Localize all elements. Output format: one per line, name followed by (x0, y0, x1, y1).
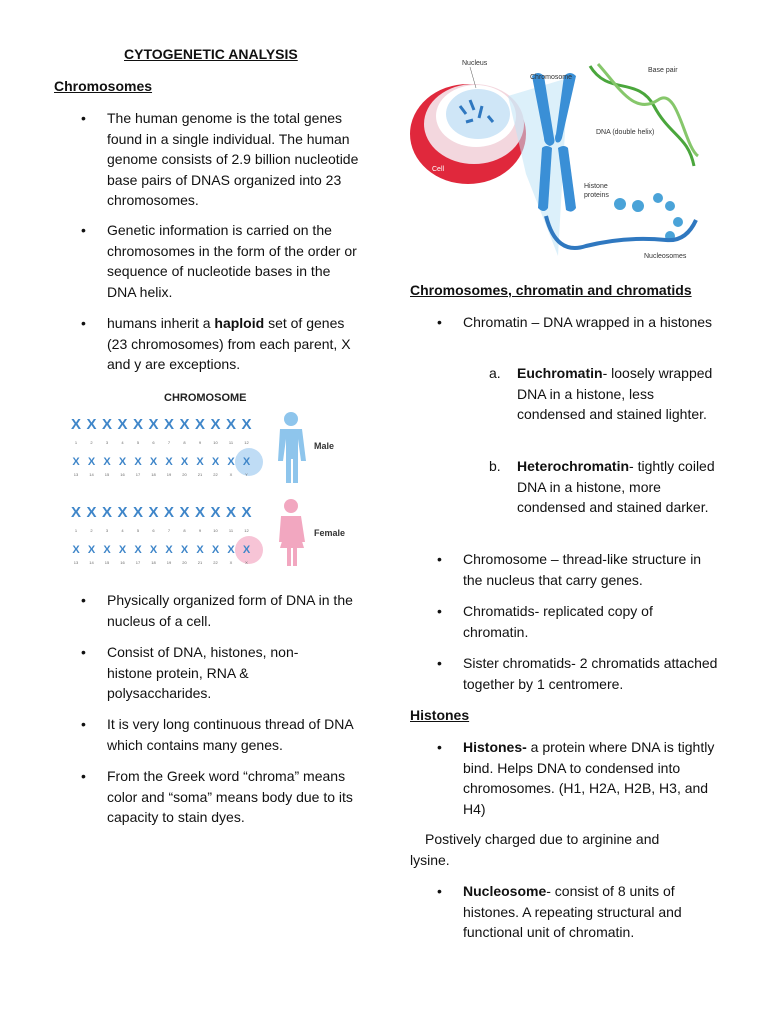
bullet-dot: • (437, 883, 442, 899)
chromosome-number: 19 (166, 472, 172, 477)
chromosome-number: 17 (135, 560, 141, 565)
bullet-text: Consist of DNA, histones, non-histone protein, RNA & polysaccharides. (107, 644, 299, 701)
list-euchromatin (489, 363, 717, 425)
list-number: b. (489, 458, 501, 474)
chromosome-mark: X (72, 544, 80, 556)
chromosome-mark: X (86, 504, 97, 521)
chromosome-number: 14 (89, 472, 94, 477)
chromosome-mark: X (132, 416, 144, 433)
chromosome-mark: X (87, 544, 96, 556)
chromosome-number: 7 (167, 440, 171, 445)
chromosome-number: 19 (166, 560, 172, 565)
heterochromatin-bold: Heterochromatin (517, 458, 630, 474)
karyotype-figure (66, 386, 356, 576)
positive-charge-text: Postively charged due to arginine and lysine. (410, 831, 660, 868)
chromosome-mark: X (196, 456, 204, 468)
chromosome-mark: X (163, 504, 175, 521)
chromosome-mark: X (134, 456, 142, 468)
heading-chromosomes: Chromosomes (54, 78, 153, 94)
chromosome-number: 17 (135, 472, 141, 477)
bullet-greek-word (81, 766, 362, 828)
chromosome-mark: X (180, 544, 189, 556)
chromosome-number: 16 (120, 472, 125, 477)
chromosome-mark: X (134, 544, 142, 556)
bullet-dot: • (437, 551, 442, 567)
chromosome-number: 11 (228, 528, 234, 533)
chromosome-mark: X (118, 456, 127, 468)
chromosome-mark: X (194, 416, 206, 433)
chromosome-number: 8 (183, 528, 186, 533)
chromosome-number: 10 (213, 528, 218, 533)
chromosome-mark: X (194, 504, 206, 521)
chromosome-number: X (245, 560, 248, 565)
bullet-genome (81, 108, 362, 211)
bullet-dot: • (437, 739, 442, 755)
bullet-nucleosome (437, 881, 718, 943)
bullet-chromosome (437, 549, 718, 590)
histones-bold: Histones- (463, 739, 527, 755)
chromosome-number: 3 (105, 440, 109, 445)
chromosome-number: 9 (198, 440, 202, 445)
bullet-text: From the Greek word “chroma” means color and “soma” means body due to its capacity to stain dyes. (107, 768, 353, 825)
chromosome-mark: X (179, 416, 190, 433)
chromosome-mark: X (148, 504, 159, 521)
chromosome-mark: X (101, 504, 113, 521)
chromosome-mark: X (242, 456, 251, 468)
chromosome-number: 14 (89, 560, 94, 565)
bullet-genetic-info (81, 220, 362, 302)
bullet-text: Chromosome – thread-like structure in the nucleus that carry genes. (463, 551, 702, 588)
nucleosome-text: - consist of 8 units of histones. A repeating structural and functional unit of chromatin. (463, 883, 682, 940)
karyotype-rows (71, 416, 263, 565)
chromosome-number: 15 (104, 472, 110, 477)
bullet-text: It is very long continuous thread of DNA which contains many genes. (107, 716, 353, 753)
chromosome-mark: X (180, 456, 189, 468)
chromosome-number: 5 (136, 440, 140, 445)
nucleus-label: Nucleus (462, 60, 488, 67)
chromosome-number: X (229, 472, 233, 477)
bullet-dot: • (81, 592, 86, 608)
chromosome-mark: X (163, 416, 175, 433)
heterochromatin-text: - tightly coiled DNA in a histone, more condensed and stained darker. (517, 458, 715, 515)
chromosome-mark: X (70, 504, 82, 521)
bullet-text: Sister chromatids- 2 chromatids attached together by 1 centromere. (463, 655, 718, 692)
chromosome-number: 21 (197, 472, 203, 477)
figure-title: CHROMOSOME (164, 392, 247, 404)
chromosome-number: 15 (104, 560, 110, 565)
chromosome-number: 3 (105, 528, 109, 533)
chromosome-mark: X (70, 416, 82, 433)
chromosome-mark: X (242, 544, 251, 556)
chromosome-mark: X (87, 456, 96, 468)
chromosome-number: 9 (198, 528, 202, 533)
bullet-dot: • (437, 603, 442, 619)
nucleosome-beads (614, 193, 683, 241)
chromosome-mark: X (179, 504, 190, 521)
heading-chromatin: Chromosomes, chromatin and chromatids (410, 282, 692, 298)
euchromatin-text: - loosely wrapped DNA in a histone, less condensed and stained lighter. (517, 365, 713, 422)
bullet-sister-chromatids (437, 653, 723, 694)
chromosome-mark: X (149, 456, 158, 468)
chromosome-mark: X (118, 544, 127, 556)
chromosome-mark: X (117, 504, 128, 521)
dna-helix (590, 64, 698, 166)
bullet-dot: • (437, 314, 442, 330)
bullet-dot: • (81, 716, 86, 732)
chromosome-number: 20 (182, 560, 187, 565)
nucleosome-bold: Nucleosome (463, 883, 547, 899)
chromosome-number: 21 (197, 560, 203, 565)
bullet-text: The human genome is the total genes found in a single individual. The human genome consists of 2.9 billion nucleotide base pairs of DNAS organized into 23 chromosomes. (107, 110, 359, 208)
chromosome-mark: X (101, 416, 113, 433)
chromosome-number: 1 (74, 440, 78, 445)
bullet-consist-of (81, 642, 327, 704)
chromosome-number: Y (245, 472, 248, 477)
chromosome-number: 18 (151, 560, 156, 565)
chromosome-number: 11 (228, 440, 234, 445)
page-title: CYTOGENETIC ANALYSIS (124, 46, 298, 62)
male-label: Male (314, 441, 335, 451)
bullet-chromatids (437, 601, 693, 642)
chromosome-mark: X (211, 544, 220, 556)
chromosome-number: 7 (167, 528, 171, 533)
chromosome-mark: X (103, 456, 111, 468)
male-figure-icon (278, 412, 306, 483)
bullet-haploid (81, 313, 352, 375)
chromosome-mark: X (165, 456, 173, 468)
chromosome-mark: X (72, 456, 80, 468)
bullet-chromatin (437, 312, 713, 333)
bullet-dot: • (81, 315, 86, 331)
chromosome-number: 12 (244, 440, 249, 445)
chromosome-mark: X (149, 544, 158, 556)
chromosome-mark: X (227, 456, 235, 468)
chromosome-number: 13 (73, 560, 79, 565)
chromosome-label: Chromosome (530, 74, 573, 81)
chromosome-number: 8 (183, 440, 186, 445)
bullet-dot: • (81, 644, 86, 660)
chromosome-mark: X (86, 416, 97, 433)
chromosome-mark: X (165, 544, 173, 556)
chromosome-mark: X (117, 416, 128, 433)
bullet-text: Genetic information is carried on the chromosomes in the form of the order or sequence of nucleotide bases in the DNA helix. (107, 222, 357, 300)
bullet-dot: • (81, 110, 86, 126)
histones-text: a protein where DNA is tightly bind. Helps DNA to condensed into chromosomes. (H1, H2A, H2B, H3, and H4) (463, 739, 715, 817)
chromosome-mark: X (241, 504, 252, 521)
chromosome-number: 4 (121, 528, 124, 533)
chromosome-number: 6 (152, 440, 155, 445)
bullet-text: Chromatids- replicated copy of chromatin. (463, 603, 653, 640)
chromosome-mark: X (210, 504, 221, 521)
list-heterochromatin (489, 456, 717, 518)
chromosome-number: 22 (213, 560, 218, 565)
chromosome-mark: X (225, 504, 237, 521)
chromosome-number: 4 (121, 440, 124, 445)
chromosome-mark: X (148, 416, 159, 433)
bullet-physically-organized (81, 590, 362, 631)
chromosome-number: 6 (152, 528, 155, 533)
nucleosomes-label: Nucleosomes (644, 253, 687, 260)
chromosome-mark: X (225, 416, 237, 433)
bullet-text: Physically organized form of DNA in the nucleus of a cell. (107, 592, 353, 629)
bullet-histones (437, 737, 718, 819)
histone-label: Histone (584, 183, 608, 190)
bullet-text: Chromatin – DNA wrapped in a histones (463, 314, 713, 330)
chromosome-number: 16 (120, 560, 125, 565)
dna-label: DNA (double helix) (596, 129, 655, 136)
chromosome-number: 22 (213, 472, 218, 477)
chromosome-number: 18 (151, 472, 156, 477)
cell-illustration (410, 84, 526, 184)
euchromatin-bold: Euchromatin (517, 365, 603, 381)
haploid-pre: humans inherit a (107, 315, 215, 331)
chromosome-mark: X (132, 504, 144, 521)
chromosome-mark: X (210, 416, 221, 433)
chromosome-number: 5 (136, 528, 140, 533)
bullet-dot: • (81, 768, 86, 784)
chromosome-number: X (229, 560, 233, 565)
bullet-long-thread (81, 714, 362, 755)
haploid-post: set of genes (23 chromosomes) from each parent, X and y are exceptions. (107, 315, 351, 372)
bullet-dot: • (81, 222, 86, 238)
chromosome-diagram (408, 56, 708, 266)
chromosome-mark: X (103, 544, 111, 556)
chromosome-number: 10 (213, 440, 218, 445)
chromosome-mark: X (241, 416, 252, 433)
chromosome-number: 2 (90, 440, 93, 445)
bullet-dot: • (437, 655, 442, 671)
chromosome-number: 13 (73, 472, 79, 477)
chromosome-number: 1 (74, 528, 78, 533)
chromosome-mark: X (196, 544, 204, 556)
female-label: Female (314, 528, 346, 538)
chromosome-number: 12 (244, 528, 249, 533)
chromosome-number: 20 (182, 472, 187, 477)
chromosome-mark: X (211, 456, 220, 468)
chromosome-mark: X (227, 544, 235, 556)
female-figure-icon (279, 499, 305, 566)
base-pair-label: Base pair (648, 67, 678, 74)
haploid-bold: haploid (214, 315, 265, 331)
histone-label-2: proteins (584, 192, 609, 199)
list-number: a. (489, 365, 501, 381)
cell-label: Cell (432, 166, 445, 173)
chromosome-number: 2 (90, 528, 93, 533)
heading-histones: Histones (410, 707, 470, 723)
